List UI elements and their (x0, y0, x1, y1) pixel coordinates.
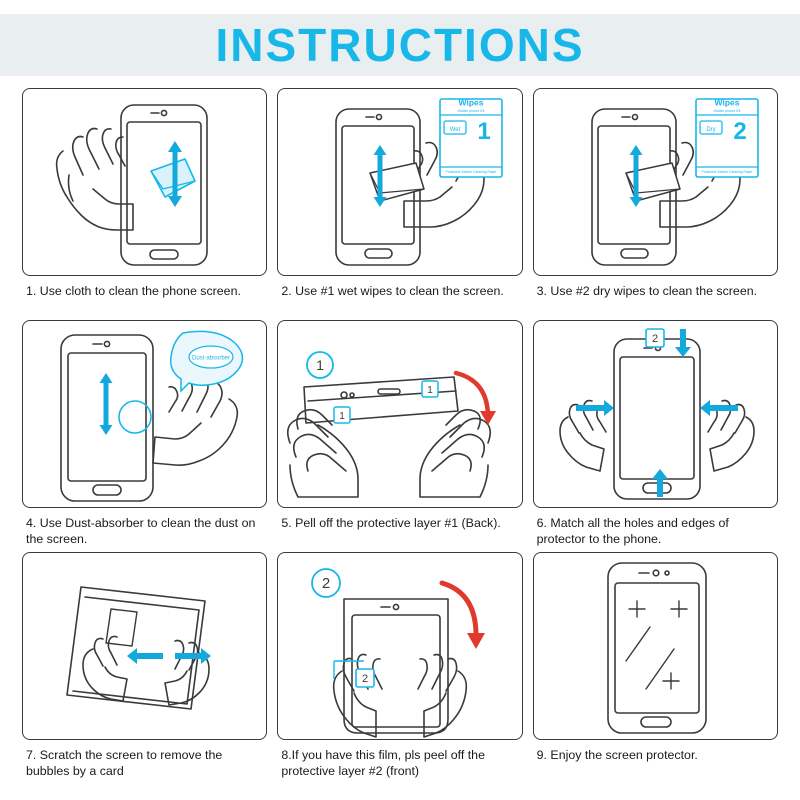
step-caption-3: 3. Use #2 dry wipes to clean the screen. (536, 284, 758, 298)
dust-absorber-label: Dust-absorber (191, 355, 231, 362)
step-caption-2: 2. Use #1 wet wipes to clean the screen. (281, 284, 504, 298)
step-cell-4 (22, 320, 267, 548)
align-arrow-right (700, 400, 738, 416)
layer-badge-circle (312, 569, 340, 597)
step-panel-1 (22, 88, 267, 276)
wipes-packet-type: Dry (705, 127, 716, 133)
illustration-step-3 (534, 89, 778, 275)
illustration-step-4 (23, 321, 267, 507)
step-caption-8: 8.If you have this film, pls peel off the protective layer #2 (front) (281, 748, 485, 779)
wipes-packet (696, 98, 758, 178)
page-title: INSTRUCTIONS (215, 19, 585, 71)
step-panel-7 (22, 552, 267, 740)
layer-badge-tab-text: 2 (651, 333, 658, 345)
step-panel-9 (533, 552, 778, 740)
peel-arrow-red (456, 373, 496, 425)
wipes-packet (440, 98, 502, 178)
dust-absorber-sticker (171, 331, 243, 391)
step-cell-3 (533, 88, 778, 316)
wipes-packet-type: Wet (450, 127, 461, 133)
wipes-packet-title: Wipes (458, 97, 484, 108)
squeegee-arrow-left (127, 648, 163, 664)
step-caption-4: 4. Use Dust-absorber to clean the dust on the screen. (26, 516, 256, 547)
wipes-packet-subtitle: Mobile phone Kit (457, 109, 485, 113)
wipes-packet-subtitle: Mobile phone Kit (713, 109, 741, 113)
step-panel-6 (533, 320, 778, 508)
illustration-step-2 (278, 89, 522, 275)
step-panel-5 (277, 320, 522, 508)
align-arrow-top (675, 329, 691, 357)
align-arrow-left (576, 400, 614, 416)
steps-grid (22, 88, 778, 780)
layer-badge-tab-corner-text: 1 (427, 385, 434, 396)
layer-badge-tab-text: 2 (362, 673, 369, 685)
layer-badge-tab-small (334, 407, 350, 423)
step-cell-7 (22, 552, 267, 780)
step-caption-1: 1. Use cloth to clean the phone screen. (26, 284, 241, 298)
step-cell-1 (22, 88, 267, 316)
wipes-packet-number: 2 (732, 118, 747, 145)
layer-badge-tab-corner (422, 381, 438, 397)
wipes-packet-footer: Protective Screen Cleaning Paper (701, 170, 753, 174)
step-cell-5 (277, 320, 522, 548)
layer-badge-tab (356, 669, 374, 687)
step-caption-6: 6. Match all the holes and edges of protector to the phone. (536, 516, 729, 547)
step-cell-6 (533, 320, 778, 548)
wipes-packet-number: 1 (477, 118, 492, 145)
wipes-packet-title: Wipes (714, 97, 740, 108)
wipes-packet-footer: Protective Screen Cleaning Paper (445, 170, 497, 174)
layer-badge-circle (307, 352, 333, 378)
step-caption-7: 7. Scratch the screen to remove the bubbles by a card (26, 748, 223, 779)
layer-badge-tab-small-text: 1 (339, 411, 346, 422)
illustration-step-8 (278, 553, 522, 739)
step-cell-9 (533, 552, 778, 780)
motion-arrow-vertical (100, 373, 113, 435)
illustration-step-7 (23, 553, 267, 739)
layer-badge-circle-text: 1 (316, 357, 325, 373)
step-cell-2 (277, 88, 522, 316)
illustration-step-9 (534, 553, 778, 739)
layer-badge-circle-text: 2 (322, 575, 331, 592)
step-caption-9: 9. Enjoy the screen protector. (536, 748, 698, 762)
illustration-step-1 (23, 89, 267, 275)
step-panel-4 (22, 320, 267, 508)
step-panel-2 (277, 88, 522, 276)
step-caption-5: 5. Pell off the protective layer #1 (Back). (281, 516, 501, 530)
step-cell-8 (277, 552, 522, 780)
illustration-step-5 (278, 321, 522, 507)
step-panel-8 (277, 552, 522, 740)
layer-badge-tab (646, 329, 664, 347)
step-panel-3 (533, 88, 778, 276)
illustration-step-6 (534, 321, 778, 507)
